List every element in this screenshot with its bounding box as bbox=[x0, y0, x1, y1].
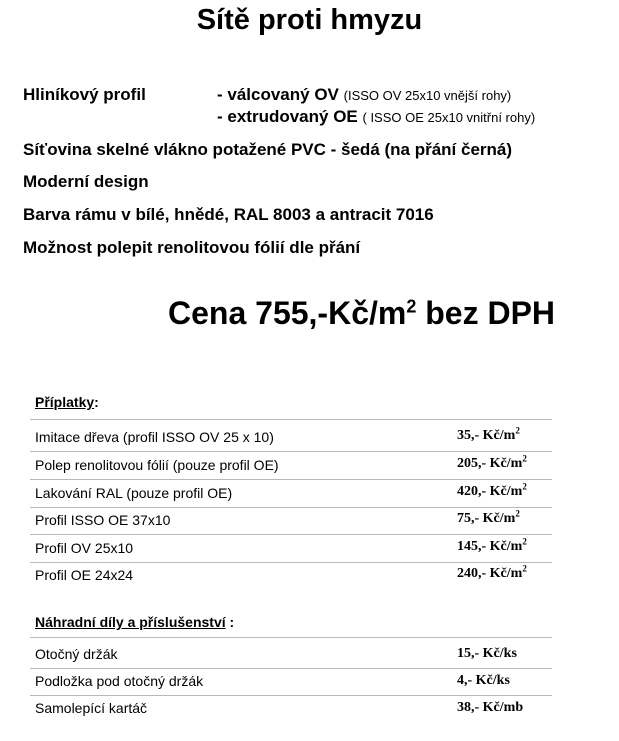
surcharge-price bbox=[457, 563, 527, 582]
divider bbox=[30, 668, 552, 669]
surcharge-label: Profil ISSO OE 37x10 bbox=[35, 512, 171, 528]
parts-heading bbox=[35, 614, 234, 630]
surcharge-label: Profil OV 25x10 bbox=[35, 540, 134, 556]
profile-option-ov bbox=[217, 85, 511, 105]
divider bbox=[30, 451, 552, 452]
divider bbox=[30, 695, 552, 696]
profile-option-main: - válcovaný OV bbox=[217, 85, 339, 104]
main-price bbox=[168, 295, 555, 332]
divider bbox=[30, 534, 552, 535]
surcharge-price-text: 420,- Kč/m bbox=[457, 484, 523, 499]
parts-heading-colon: : bbox=[225, 614, 235, 630]
divider bbox=[30, 637, 552, 638]
price-unit-sup: 2 bbox=[406, 296, 417, 317]
surcharge-price-sup: 2 bbox=[515, 508, 520, 519]
profile-option-note: ( ISSO OE 25x10 vnitřní rohy) bbox=[362, 110, 536, 125]
page-title: Sítě proti hmyzu bbox=[196, 4, 423, 36]
part-price: 38,- Kč/mb bbox=[457, 700, 524, 715]
part-label: Samolepící kartáč bbox=[35, 700, 148, 716]
surcharge-price-text: 205,- Kč/m bbox=[457, 456, 523, 471]
surcharge-label: Polep renolitovou fólií (pouze profil OE) bbox=[35, 457, 279, 473]
surcharges-heading bbox=[35, 394, 99, 410]
surcharge-price bbox=[457, 481, 527, 500]
divider bbox=[30, 419, 552, 420]
profile-label: Hliníkový profil bbox=[23, 85, 146, 104]
part-label: Podložka pod otočný držák bbox=[35, 673, 204, 689]
feature-design: Moderní design bbox=[23, 172, 149, 191]
profile-option-oe bbox=[217, 107, 535, 127]
surcharge-label: Profil OE 24x24 bbox=[35, 567, 134, 583]
surcharge-price bbox=[457, 508, 520, 527]
surcharge-price-text: 75,- Kč/m bbox=[457, 511, 516, 526]
surcharge-price bbox=[457, 536, 527, 555]
divider bbox=[30, 479, 552, 480]
surcharge-price-text: 145,- Kč/m bbox=[457, 539, 523, 554]
part-label: Otočný držák bbox=[35, 646, 118, 662]
profile-option-main: - extrudovaný OE bbox=[217, 107, 358, 126]
part-price: 4,- Kč/ks bbox=[457, 673, 510, 688]
part-price: 15,- Kč/ks bbox=[457, 646, 517, 661]
surcharge-price-text: 240,- Kč/m bbox=[457, 566, 523, 581]
feature-frame-color: Barva rámu v bílé, hnědé, RAL 8003 a antracit 7016 bbox=[23, 205, 434, 224]
profile-option-note: (ISSO OV 25x10 vnější rohy) bbox=[343, 88, 512, 103]
surcharge-price-sup: 2 bbox=[515, 425, 520, 436]
surcharge-price bbox=[457, 425, 520, 444]
surcharge-price-sup: 2 bbox=[522, 536, 527, 547]
feature-mesh: Síťovina skelné vlákno potažené PVC - šedá (na přání černá) bbox=[23, 140, 513, 159]
surcharge-price-sup: 2 bbox=[522, 481, 527, 492]
price-suffix: bez DPH bbox=[416, 295, 556, 331]
price-text: Cena 755,-Kč/m bbox=[168, 295, 407, 331]
surcharge-price-sup: 2 bbox=[522, 453, 527, 464]
feature-foil: Možnost polepit renolitovou fólií dle přání bbox=[23, 238, 361, 257]
divider bbox=[30, 507, 552, 508]
surcharge-price-sup: 2 bbox=[522, 563, 527, 574]
surcharge-label: Imitace dřeva (profil ISSO OV 25 x 10) bbox=[35, 429, 274, 445]
surcharge-price-text: 35,- Kč/m bbox=[457, 428, 516, 443]
surcharge-price bbox=[457, 453, 527, 472]
parts-heading-text: Náhradní díly a příslušenství bbox=[35, 614, 226, 630]
divider bbox=[30, 562, 552, 563]
surcharge-label: Lakování RAL (pouze profil OE) bbox=[35, 485, 233, 501]
surcharges-heading-text: Příplatky bbox=[35, 394, 95, 410]
surcharges-heading-colon: : bbox=[94, 394, 99, 410]
